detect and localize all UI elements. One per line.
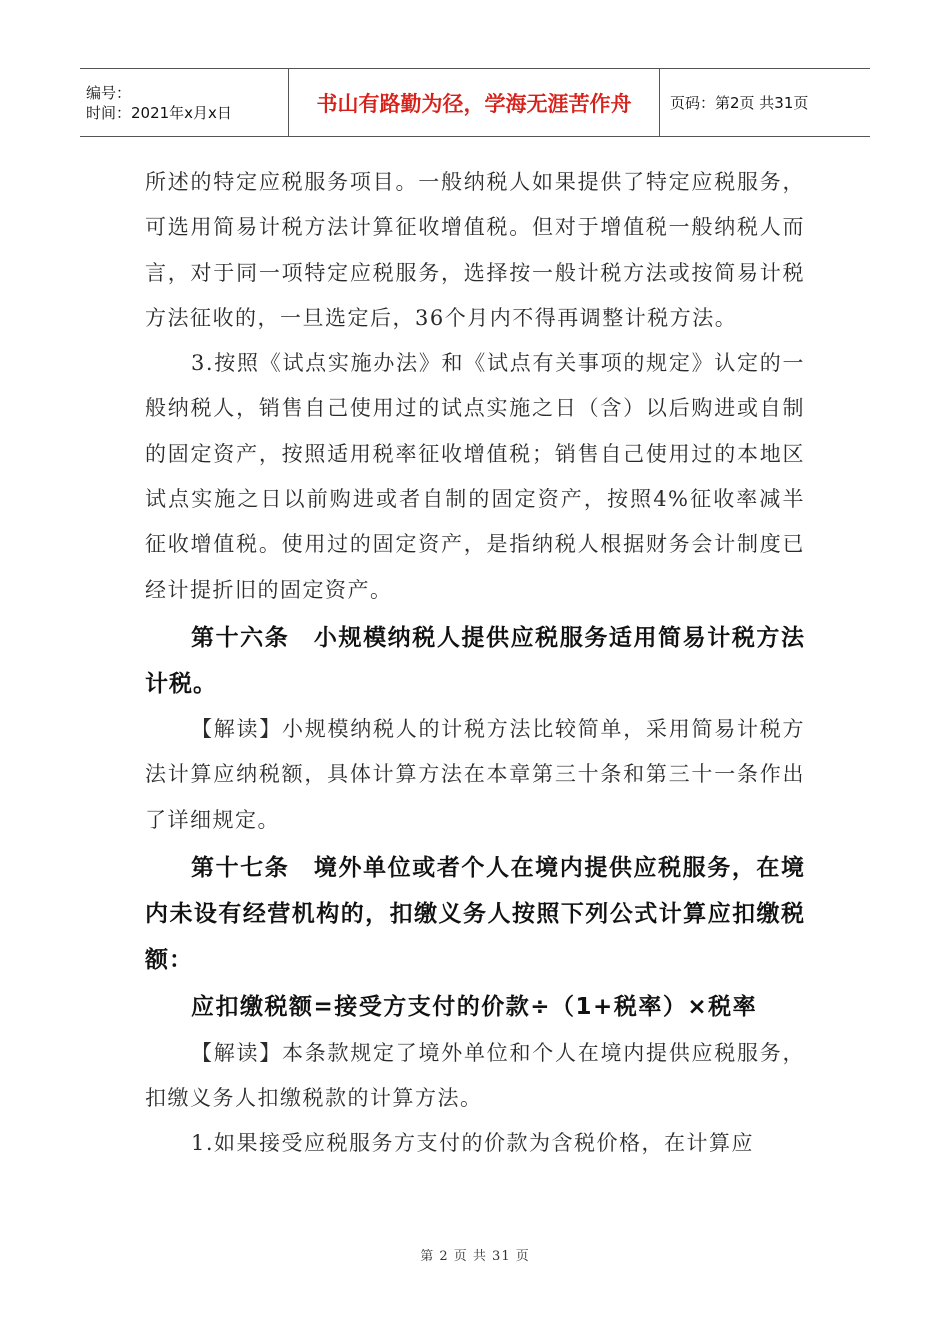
header-meta xyxy=(80,69,288,136)
paragraph: 3.按照《试点实施办法》和《试点有关事项的规定》认定的一般纳税人，销售自己使用过的试点实施之日（含）以后购进或自制的固定资产，按照适用税率征收增值税；销售自己使用过的本地区试点实施之日以前购进或者自制的固定资产，按照4%征收率减半征收增值税。使用过的固定资产，是指纳税人根据财务会计制度已经计提折旧的固定资产。 xyxy=(145,351,805,602)
page-footer xyxy=(0,1245,950,1264)
motto-text: 书山有路勤为径，学海无涯苦作舟 xyxy=(316,91,632,116)
paragraph: 所述的特定应税服务项目。一般纳税人如果提供了特定应税服务，可选用简易计税方法计算征收增值税。但对于增值税一般纳税人而言，对于同一项特定应税服务，选择按一般计税方法或按简易计税方法征收的，一旦选定后，36个月内不得再调整计税方法。 xyxy=(145,170,805,330)
page-label: 页码：第2页 共31页 xyxy=(670,94,809,112)
paragraph: 【解读】小规模纳税人的计税方法比较简单，采用简易计税方法计算应纳税额，具体计算方法在本章第三十条和第三十一条作出了详细规定。 xyxy=(145,716,805,832)
document-body xyxy=(145,160,805,1167)
number-label: 编号： xyxy=(86,83,132,102)
formula: 应扣缴税额=接受方支付的价款÷（1+税率）×税率 xyxy=(191,993,758,1020)
paragraph: 【解读】本条款规定了境外单位和个人在境内提供应税服务，扣缴义务人扣缴税款的计算方法。 xyxy=(145,1040,805,1111)
header-motto xyxy=(288,69,660,136)
page-header xyxy=(80,68,870,137)
footer-page-number: 第 2 页 共 31 页 xyxy=(420,1249,530,1264)
article-heading: 第十七条 境外单位或者个人在境内提供应税服务，在境内未设有经营机构的，扣缴义务人按照下列公式计算应扣缴税额： xyxy=(145,854,805,973)
paragraph: 1.如果接受应税服务方支付的价款为含税价格，在计算应 xyxy=(191,1131,755,1156)
article-heading: 第十六条 小规模纳税人提供应税服务适用简易计税方法计税。 xyxy=(145,624,805,697)
time-label: 时间：2021年x月x日 xyxy=(86,103,232,122)
header-page-info xyxy=(660,69,870,136)
